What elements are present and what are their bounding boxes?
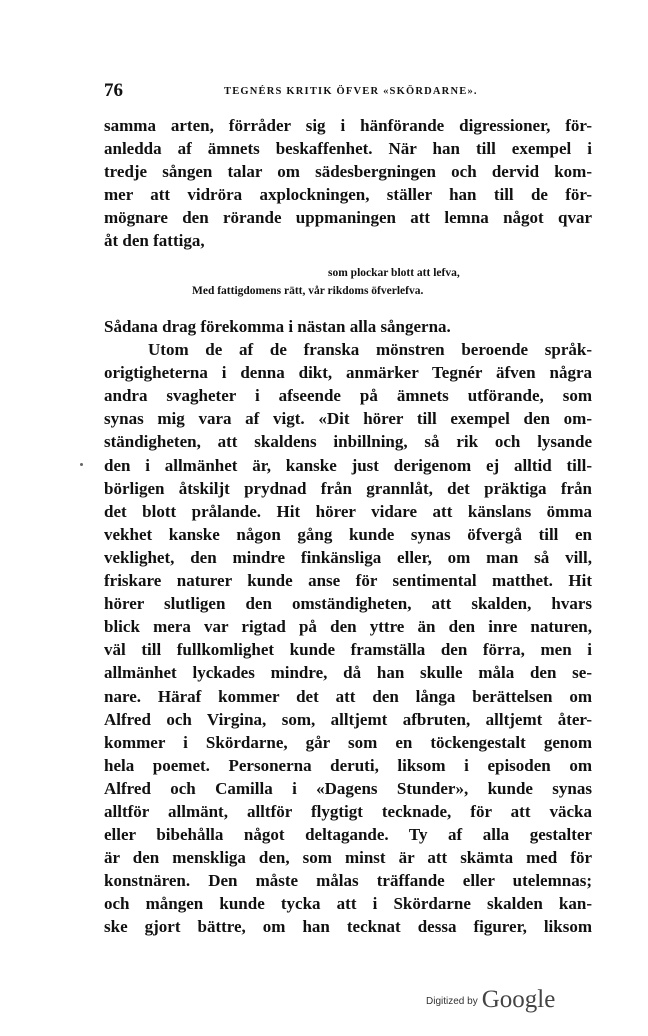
- text-line: kommer i Skördarne, går som en töckengestalt genom: [104, 732, 592, 752]
- text-line: väl till fullkomlighet kunde framställa den förra, men i: [104, 640, 592, 660]
- text-line: hörer slutligen den omständigheten, att skalden, hvars: [104, 594, 592, 614]
- text-line: och mången kunde tycka att i Skördarne skalden kan-: [104, 894, 592, 914]
- google-logo: Google: [481, 986, 556, 1013]
- text-line: åt den fattiga,: [104, 231, 205, 251]
- running-title: TEGNÉRS KRITIK ÖFVER «SKÖRDARNE».: [224, 86, 478, 97]
- poem-line: Med fattigdomens rätt, vår rikdoms öfverlefva.: [192, 285, 424, 297]
- text-line: Sådana drag förekomma i nästan alla sångerna.: [104, 317, 451, 336]
- text-line: friskare naturer kunde anse för sentimental matthet. Hit: [104, 571, 592, 591]
- paragraph-1: [104, 114, 592, 253]
- text-line: veklighet, den mindre finkänsliga eller, om man så vill,: [104, 547, 592, 567]
- text-line: ske gjort bättre, om han tecknat dessa figurer, liksom: [104, 917, 592, 937]
- margin-mark: [80, 463, 83, 466]
- text-line: allmänhet lyckades mindre, då han skulle måla den se-: [104, 663, 592, 683]
- text-line: är den menskliga den, som minst är att skämta med för: [104, 848, 592, 868]
- text-line: ständigheten, att skaldens inbillning, så rik och lysande: [104, 432, 592, 452]
- text-line: hela poemet. Personerna deruti, liksom i episoden om: [104, 755, 592, 775]
- text-line: tredje sången talar om sädesbergningen och dervid kom-: [104, 162, 592, 182]
- text-line: det blott prålande. Hit hörer vidare att känslans ömma: [104, 501, 592, 521]
- poem-line: som plockar blott att lefva,: [328, 267, 460, 279]
- text-line: origtigheterna i denna dikt, anmärker Tegnér äfven några: [104, 363, 592, 383]
- text-line: andra svagheter i afseende på ämnets utförande, som: [104, 386, 592, 406]
- text-line: Utom de af de franska mönstren beroende språk-: [148, 340, 592, 360]
- text-line: mögnare den rörande uppmaningen att lemna något qvar: [104, 208, 592, 228]
- text-line: Alfred och Camilla i «Dagens Stunder», kunde synas: [104, 778, 592, 798]
- text-line: börligen åtskiljt prydnad från grannlåt, det präktiga från: [104, 478, 592, 498]
- text-line: konstnären. Den måste målas träffande eller utelemnas;: [104, 871, 592, 891]
- page-number: 76: [104, 80, 123, 101]
- text-line: synas mig vara af vigt. «Dit hörer till exempel den om-: [104, 409, 592, 429]
- text-line: eller bibehålla något deltagande. Ty af alla gestalter: [104, 825, 592, 845]
- poem-quote: [104, 264, 592, 300]
- text-line: samma arten, förråder sig i hänförande digressioner, för-: [104, 116, 592, 135]
- text-line: nare. Häraf kommer det att den långa berättelsen om: [104, 686, 592, 706]
- text-line: vekhet kanske någon gång kunde synas öfvergå till en: [104, 524, 592, 544]
- digitized-by-google: [426, 986, 555, 1016]
- page-header: [104, 80, 592, 104]
- digitized-label: Digitized by: [426, 996, 478, 1007]
- text-line: alltför allmänt, alltför flygtigt tecknade, för att väcka: [104, 801, 592, 821]
- text-line: den i allmänhet är, kanske just derigenom ej alltid till-: [104, 455, 592, 475]
- text-line: mer att vidröra axplockningen, ställer han till de för-: [104, 185, 592, 205]
- text-line: anledda af ämnets beskaffenhet. När han till exempel i: [104, 139, 592, 159]
- paragraph-2: [104, 315, 592, 939]
- text-line: Alfred och Virgina, som, alltjemt afbruten, alltjemt åter-: [104, 709, 592, 729]
- text-line: blick mera var rigtad på den yttre än den inre naturen,: [104, 617, 592, 637]
